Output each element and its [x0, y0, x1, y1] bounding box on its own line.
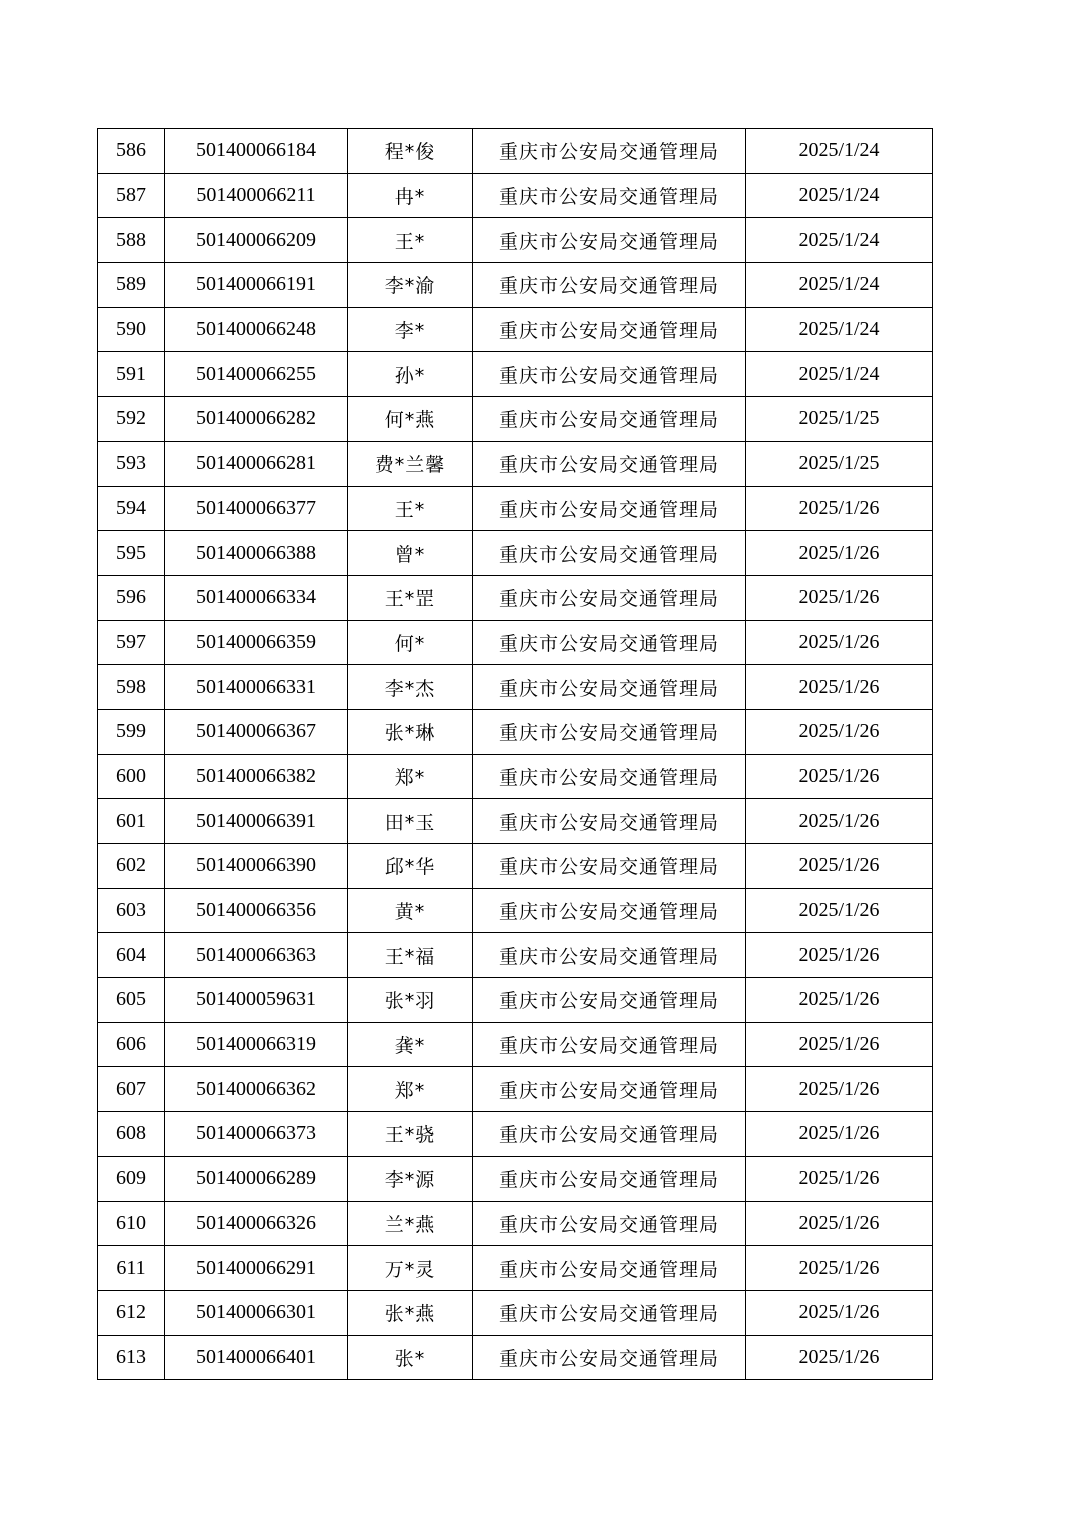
date-cell: 2025/1/26 [746, 1156, 933, 1201]
person-name-cell: 王* [348, 486, 473, 531]
agency-cell: 重庆市公安局交通管理局 [473, 978, 746, 1023]
row-index-cell: 586 [98, 129, 165, 174]
date-cell: 2025/1/24 [746, 173, 933, 218]
date-cell: 2025/1/26 [746, 933, 933, 978]
person-name-cell: 田*玉 [348, 799, 473, 844]
row-index-cell: 603 [98, 888, 165, 933]
record-id-cell: 501400066356 [165, 888, 348, 933]
record-id-cell: 501400066331 [165, 665, 348, 710]
record-id-cell: 501400066377 [165, 486, 348, 531]
table-row [98, 352, 933, 397]
person-name-cell: 邱*华 [348, 844, 473, 889]
person-name-cell: 万*灵 [348, 1246, 473, 1291]
table-row [98, 933, 933, 978]
table-row [98, 1335, 933, 1380]
agency-cell: 重庆市公安局交通管理局 [473, 1067, 746, 1112]
date-cell: 2025/1/26 [746, 486, 933, 531]
table-row [98, 844, 933, 889]
record-id-cell: 501400066388 [165, 531, 348, 576]
agency-cell: 重庆市公安局交通管理局 [473, 1246, 746, 1291]
table-row [98, 1290, 933, 1335]
date-cell: 2025/1/25 [746, 397, 933, 442]
row-index-cell: 594 [98, 486, 165, 531]
row-index-cell: 595 [98, 531, 165, 576]
record-id-cell: 501400066367 [165, 709, 348, 754]
record-id-cell: 501400066319 [165, 1022, 348, 1067]
person-name-cell: 黄* [348, 888, 473, 933]
table-row [98, 709, 933, 754]
person-name-cell: 郑* [348, 1067, 473, 1112]
person-name-cell: 王*罡 [348, 575, 473, 620]
table-row [98, 978, 933, 1023]
row-index-cell: 608 [98, 1112, 165, 1157]
person-name-cell: 何* [348, 620, 473, 665]
table-row [98, 263, 933, 308]
agency-cell: 重庆市公安局交通管理局 [473, 754, 746, 799]
table-row [98, 888, 933, 933]
record-id-cell: 501400066401 [165, 1335, 348, 1380]
agency-cell: 重庆市公安局交通管理局 [473, 1201, 746, 1246]
date-cell: 2025/1/26 [746, 1067, 933, 1112]
record-id-cell: 501400066363 [165, 933, 348, 978]
agency-cell: 重庆市公安局交通管理局 [473, 218, 746, 263]
row-index-cell: 588 [98, 218, 165, 263]
person-name-cell: 李*杰 [348, 665, 473, 710]
table-row [98, 1201, 933, 1246]
row-index-cell: 593 [98, 441, 165, 486]
record-id-cell: 501400066373 [165, 1112, 348, 1157]
agency-cell: 重庆市公安局交通管理局 [473, 1335, 746, 1380]
date-cell: 2025/1/26 [746, 1112, 933, 1157]
row-index-cell: 590 [98, 307, 165, 352]
date-cell: 2025/1/24 [746, 129, 933, 174]
table-row [98, 575, 933, 620]
record-id-cell: 501400066359 [165, 620, 348, 665]
table-row [98, 1022, 933, 1067]
records-table-body [98, 129, 933, 1380]
date-cell: 2025/1/26 [746, 1290, 933, 1335]
person-name-cell: 李* [348, 307, 473, 352]
table-row [98, 1156, 933, 1201]
records-table [97, 128, 933, 1380]
date-cell: 2025/1/26 [746, 1022, 933, 1067]
row-index-cell: 601 [98, 799, 165, 844]
date-cell: 2025/1/26 [746, 888, 933, 933]
agency-cell: 重庆市公安局交通管理局 [473, 486, 746, 531]
record-id-cell: 501400066191 [165, 263, 348, 308]
agency-cell: 重庆市公安局交通管理局 [473, 575, 746, 620]
agency-cell: 重庆市公安局交通管理局 [473, 1156, 746, 1201]
date-cell: 2025/1/26 [746, 1246, 933, 1291]
table-row [98, 307, 933, 352]
person-name-cell: 兰*燕 [348, 1201, 473, 1246]
record-id-cell: 501400066211 [165, 173, 348, 218]
date-cell: 2025/1/26 [746, 844, 933, 889]
record-id-cell: 501400066390 [165, 844, 348, 889]
row-index-cell: 602 [98, 844, 165, 889]
row-index-cell: 599 [98, 709, 165, 754]
date-cell: 2025/1/25 [746, 441, 933, 486]
table-row [98, 397, 933, 442]
table-row [98, 1067, 933, 1112]
row-index-cell: 604 [98, 933, 165, 978]
date-cell: 2025/1/26 [746, 531, 933, 576]
date-cell: 2025/1/26 [746, 799, 933, 844]
table-row [98, 620, 933, 665]
agency-cell: 重庆市公安局交通管理局 [473, 665, 746, 710]
date-cell: 2025/1/26 [746, 1335, 933, 1380]
table-row [98, 665, 933, 710]
agency-cell: 重庆市公安局交通管理局 [473, 441, 746, 486]
agency-cell: 重庆市公安局交通管理局 [473, 129, 746, 174]
person-name-cell: 王*福 [348, 933, 473, 978]
agency-cell: 重庆市公安局交通管理局 [473, 397, 746, 442]
row-index-cell: 600 [98, 754, 165, 799]
record-id-cell: 501400066184 [165, 129, 348, 174]
row-index-cell: 596 [98, 575, 165, 620]
person-name-cell: 张*羽 [348, 978, 473, 1023]
agency-cell: 重庆市公安局交通管理局 [473, 307, 746, 352]
record-id-cell: 501400066326 [165, 1201, 348, 1246]
person-name-cell: 郑* [348, 754, 473, 799]
record-id-cell: 501400066334 [165, 575, 348, 620]
row-index-cell: 612 [98, 1290, 165, 1335]
agency-cell: 重庆市公安局交通管理局 [473, 1022, 746, 1067]
date-cell: 2025/1/26 [746, 709, 933, 754]
row-index-cell: 597 [98, 620, 165, 665]
date-cell: 2025/1/26 [746, 575, 933, 620]
row-index-cell: 609 [98, 1156, 165, 1201]
record-id-cell: 501400066282 [165, 397, 348, 442]
row-index-cell: 605 [98, 978, 165, 1023]
table-row [98, 799, 933, 844]
record-id-cell: 501400066301 [165, 1290, 348, 1335]
person-name-cell: 张* [348, 1335, 473, 1380]
row-index-cell: 591 [98, 352, 165, 397]
person-name-cell: 费*兰馨 [348, 441, 473, 486]
person-name-cell: 曾* [348, 531, 473, 576]
table-row [98, 129, 933, 174]
agency-cell: 重庆市公安局交通管理局 [473, 1290, 746, 1335]
date-cell: 2025/1/24 [746, 307, 933, 352]
agency-cell: 重庆市公安局交通管理局 [473, 799, 746, 844]
record-id-cell: 501400066362 [165, 1067, 348, 1112]
agency-cell: 重庆市公安局交通管理局 [473, 173, 746, 218]
agency-cell: 重庆市公安局交通管理局 [473, 844, 746, 889]
agency-cell: 重庆市公安局交通管理局 [473, 933, 746, 978]
person-name-cell: 冉* [348, 173, 473, 218]
row-index-cell: 613 [98, 1335, 165, 1380]
table-row [98, 441, 933, 486]
table-row [98, 173, 933, 218]
person-name-cell: 龚* [348, 1022, 473, 1067]
record-id-cell: 501400066391 [165, 799, 348, 844]
record-id-cell: 501400066289 [165, 1156, 348, 1201]
date-cell: 2025/1/26 [746, 665, 933, 710]
record-id-cell: 501400059631 [165, 978, 348, 1023]
row-index-cell: 589 [98, 263, 165, 308]
record-id-cell: 501400066382 [165, 754, 348, 799]
record-id-cell: 501400066209 [165, 218, 348, 263]
person-name-cell: 何*燕 [348, 397, 473, 442]
table-row [98, 486, 933, 531]
person-name-cell: 王*骁 [348, 1112, 473, 1157]
row-index-cell: 611 [98, 1246, 165, 1291]
date-cell: 2025/1/26 [746, 978, 933, 1023]
date-cell: 2025/1/24 [746, 352, 933, 397]
record-id-cell: 501400066281 [165, 441, 348, 486]
person-name-cell: 张*燕 [348, 1290, 473, 1335]
agency-cell: 重庆市公安局交通管理局 [473, 888, 746, 933]
date-cell: 2025/1/24 [746, 263, 933, 308]
table-row [98, 218, 933, 263]
date-cell: 2025/1/26 [746, 754, 933, 799]
table-row [98, 1112, 933, 1157]
agency-cell: 重庆市公安局交通管理局 [473, 352, 746, 397]
row-index-cell: 610 [98, 1201, 165, 1246]
record-id-cell: 501400066248 [165, 307, 348, 352]
person-name-cell: 李*源 [348, 1156, 473, 1201]
person-name-cell: 王* [348, 218, 473, 263]
table-row [98, 531, 933, 576]
agency-cell: 重庆市公安局交通管理局 [473, 620, 746, 665]
agency-cell: 重庆市公安局交通管理局 [473, 263, 746, 308]
person-name-cell: 李*渝 [348, 263, 473, 308]
agency-cell: 重庆市公安局交通管理局 [473, 709, 746, 754]
row-index-cell: 606 [98, 1022, 165, 1067]
agency-cell: 重庆市公安局交通管理局 [473, 1112, 746, 1157]
date-cell: 2025/1/26 [746, 1201, 933, 1246]
row-index-cell: 607 [98, 1067, 165, 1112]
table-row [98, 754, 933, 799]
person-name-cell: 程*俊 [348, 129, 473, 174]
person-name-cell: 孙* [348, 352, 473, 397]
date-cell: 2025/1/26 [746, 620, 933, 665]
table-row [98, 1246, 933, 1291]
agency-cell: 重庆市公安局交通管理局 [473, 531, 746, 576]
row-index-cell: 598 [98, 665, 165, 710]
date-cell: 2025/1/24 [746, 218, 933, 263]
row-index-cell: 587 [98, 173, 165, 218]
record-id-cell: 501400066255 [165, 352, 348, 397]
record-id-cell: 501400066291 [165, 1246, 348, 1291]
row-index-cell: 592 [98, 397, 165, 442]
person-name-cell: 张*琳 [348, 709, 473, 754]
